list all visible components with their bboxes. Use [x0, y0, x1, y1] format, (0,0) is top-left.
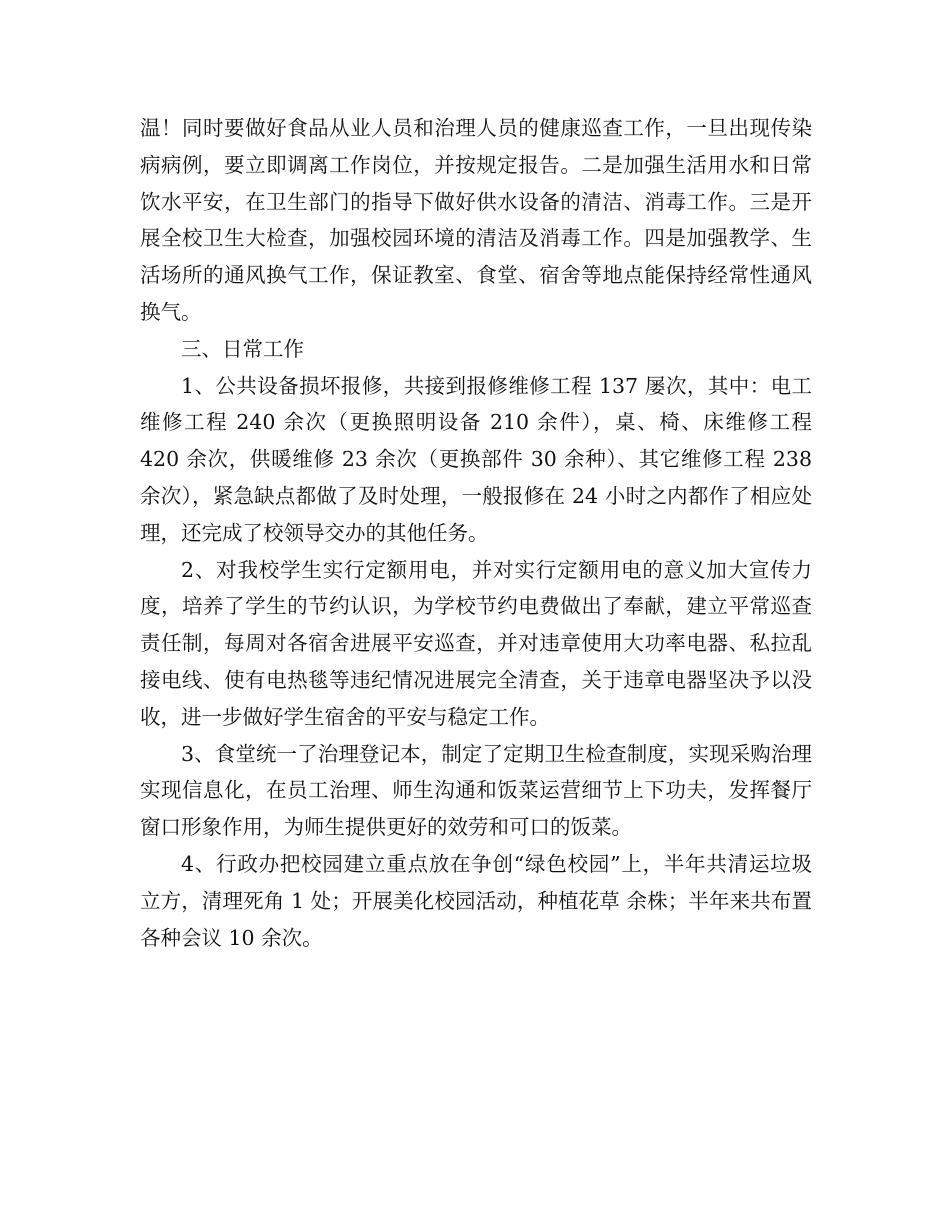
paragraph-item-2: 2、对我校学生实行定额用电，并对实行定额用电的意义加大宣传力度，培养了学生的节约认识，为学校节约电费做出了奉献，建立平常巡查责任制，每周对各宿舍进展平安巡查，并对违章使用大功率电器、私拉乱接电线、使有电热毯等违纪情况进展完全清查，关于违章电器坚决予以没收，进一步做好学生宿舍的平安与稳定工作。 [140, 557, 812, 729]
paragraph-continuation: 温！同时要做好食品从业人员和治理人员的健康巡查工作，一旦出现传染病病例，要立即调离工作岗位，并按规定报告。二是加强生活用水和日常饮水平安，在卫生部门的指导下做好供水设备的清洁、消毒工作。三是开展全校卫生大检查，加强校园环境的清洁及消毒工作。四是加强教学、生活场所的通风换气工作，保证教室、食堂、宿舍等地点能保持经常性通风换气。 [140, 116, 812, 324]
document-body [140, 110, 812, 956]
paragraph-item-3: 3、食堂统一了治理登记本，制定了定期卫生检查制度，实现采购治理实现信息化，在员工治理、师生沟通和饭菜运营细节上下功夫，发挥餐厅窗口形象作用，为师生提供更好的效劳和可口的饭菜。 [140, 741, 812, 840]
paragraph-item-1: 1、公共设备损坏报修，共接到报修维修工程 137 屡次，其中：电工维修工程 240 余次（更换照明设备 210 余件），桌、椅、床维修工程 420 余次，供暖维修 23 余次（更换部件 30 余种）、其它维修工程 238 余次），紧急缺点都做了及时处理，一般报修在 24 小时之内都作了相应处理，还完成了校领导交办的其他任务。 [140, 373, 812, 545]
section-heading-daily-work: 三、日常工作 [181, 336, 304, 361]
paragraph-item-4: 4、行政办把校园建立重点放在争创“绿色校园”上，半年共清运垃圾 立方，清理死角 1 处；开展美化校园活动，种植花草 余株；半年来共布置各种会议 10 余次。 [140, 851, 812, 950]
